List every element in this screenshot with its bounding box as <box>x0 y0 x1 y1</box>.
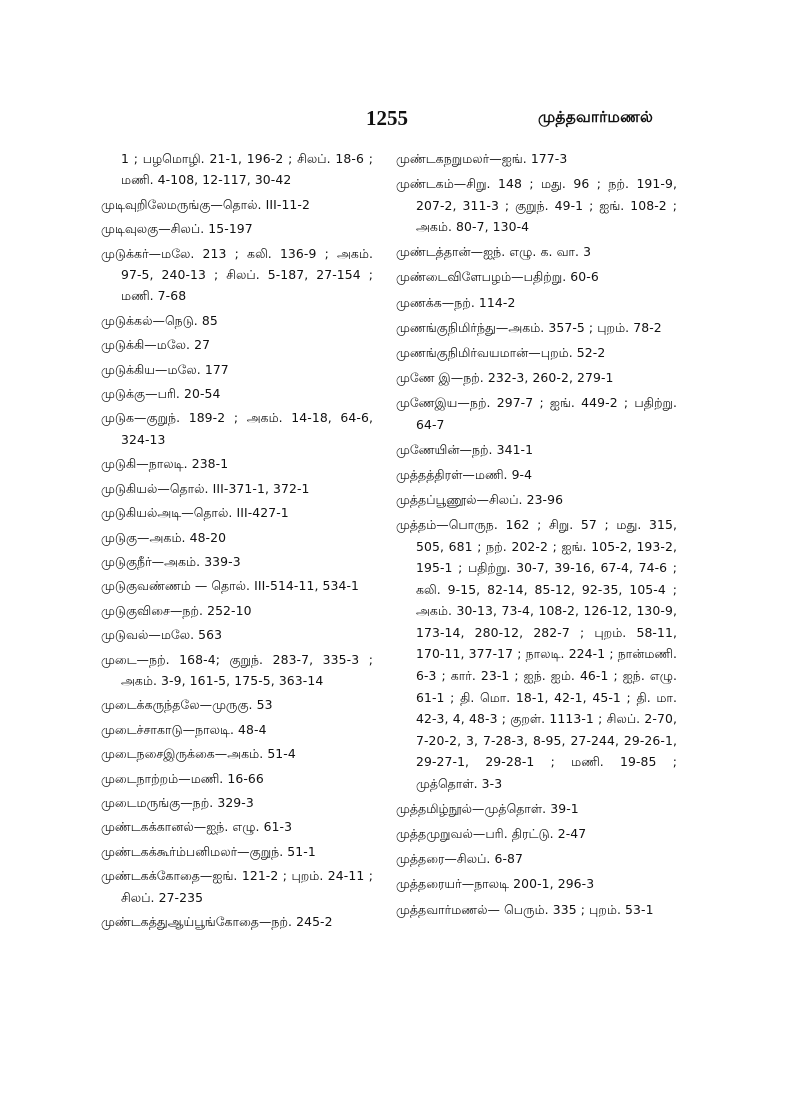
index-entry: முடைக்கருந்தலே—முருகு. 53 <box>101 697 273 713</box>
index-entry: முடுகியல்—தொல். III-371-1, 372-1 <box>101 480 310 496</box>
index-entry: முடிவுலகு—சிலப். 15-197 <box>101 221 253 237</box>
left-column <box>101 148 373 935</box>
index-entry: முணக்க—நற். 114-2 <box>396 294 516 310</box>
index-entry: முடுகுவண்ணம் — தொல். III-514-11, 534-1 <box>101 578 360 594</box>
index-entry: முத்தமிழ்நூல்—முத்தொள். 39-1 <box>396 801 579 817</box>
index-entry: முணங்குநிமிர்ந்து—அகம். 357-5 ; புறம். 78-2 <box>396 319 662 335</box>
index-entry: முடுவல்—மலே. 563 <box>101 627 223 643</box>
index-entry: முண்டகக்கூர்ம்பனிமலர்—குறுந். 51-1 <box>101 843 316 859</box>
index-entry: முண்டகநறுமலர்—ஐங். 177-3 <box>396 151 568 166</box>
index-entry: முடுக்கல்—நெடு. 85 <box>101 312 218 328</box>
index-entry: முடைநசைஇருக்கை—அகம். 51-4 <box>101 746 296 762</box>
index-entry: முடுகு—அகம். 48-20 <box>101 529 227 545</box>
index-entry: முண்டகம்—சிறு. 148 ; மது. 96 ; நற். 191-9, 207-2, 311-3 ; குறுந். 49-1 ; ஐங். 108-2 ; அகம். 80-7, 130-4 <box>396 176 677 235</box>
index-entry: முடுகி—நாலடி. 238-1 <box>101 456 229 472</box>
index-entry: முடைநாற்றம்—மணி. 16-66 <box>101 770 264 786</box>
index-entry: முடுகுவிசை—நற். 252-10 <box>101 602 252 618</box>
index-entry: முண்டகத்துஆய்பூங்கோதை—நற். 245-2 <box>101 914 333 929</box>
index-entry: முணேஇய—நற். 297-7 ; ஐங். 449-2 ; பதிற்று. 64-7 <box>396 394 677 432</box>
index-entry: முத்தரையர்—நாலடி 200-1, 296-3 <box>396 876 595 892</box>
index-entry: முடைமருங்கு—நற். 329-3 <box>101 794 254 810</box>
index-entry: முடுக்கர்—மலே. 213 ; கலி. 136-9 ; அகம். 97-5, 240-13 ; சிலப். 5-187, 27-154 ; மணி. 7-68 <box>101 245 373 304</box>
index-entry: முத்தரை—சிலப். 6-87 <box>396 851 524 867</box>
index-entry: முத்தமுறுவல்—பரி. திரட்டு. 2-47 <box>396 826 587 842</box>
index-entry: முடுகுநீர்—அகம். 339-3 <box>101 553 241 569</box>
index-entry: முடுக்கு—பரி. 20-54 <box>101 386 221 402</box>
index-entry: முடுக்கி—மலே. 27 <box>101 337 211 353</box>
index-entry: முணங்குநிமிர்வயமான்—புறம். 52-2 <box>396 344 606 360</box>
index-entry: முண்டகக்கானல்—ஐந். எழு. 61-3 <box>101 819 293 835</box>
index-entry: முண்டைவிளேபழம்—பதிற்று. 60-6 <box>396 269 599 285</box>
index-entry: முடுக்கிய—மலே. 177 <box>101 361 229 377</box>
index-entry: முத்தவார்மணல்— பெரும். 335 ; புறம். 53-1 <box>396 901 654 917</box>
index-entry: முடிவுறிலேமருங்கு—தொல். III-11-2 <box>101 196 310 212</box>
index-entry: முத்தம்—பொருந. 162 ; சிறு. 57 ; மது. 315, 505, 681 ; நற். 202-2 ; ஐங். 105-2, 193-2, 195-1 ; பதிற்று. 30-7, 39-16, 67-4, 74-6 ; கலி. 9-15, 82-14, 85-12, 92-35, 105-4 ; அகம். 30-13, 73-4, 108-2, 126-12, 130-9, 173-14, 280-12, 282-7 ; புறம். 58-11, 170-11, 377-17 ; நாலடி. 224-1 ; நான்மணி. 6-3 ; கார். 23-1 ; ஐந். ஐம். 46-1 ; ஐந். எழு. 61-1 ; தி. மொ. 18-1, 42-1, 45-1 ; தி. மா. 42-3, 4, 48-3 ; குறள். 1113-1 ; சிலப். 2-70, 7-20-2, 3, 7-28-3, 8-95, 27-244, 29-26-1, 29-27-1, 29-28-1 ; மணி. 19-85 ; முத்தொள். 3-3 <box>396 516 677 792</box>
index-entry: முண்டகக்கோதை—ஐங். 121-2 ; புறம். 24-11 ; சிலப். 27-235 <box>101 868 373 905</box>
index-entry: முணே இ—நற். 232-3, 260-2, 279-1 <box>396 369 614 385</box>
running-head: முத்தவார்மணல் <box>538 108 654 126</box>
index-entry: முடுக—குறுந். 189-2 ; அகம். 14-18, 64-6, 324-13 <box>101 410 373 447</box>
index-entry: முணேயின்—நற். 341-1 <box>396 441 534 457</box>
index-entry: முடை—நற். 168-4; குறுந். 283-7, 335-3 ; அகம். 3-9, 161-5, 175-5, 363-14 <box>101 651 373 688</box>
index-entry: முடுகியல்அடி—தொல். III-427-1 <box>101 505 289 521</box>
index-entry: 1 ; பழமொழி. 21-1, 196-2 ; சிலப். 18-6 ; மணி. 4-108, 12-117, 30-42 <box>121 151 373 188</box>
index-entry: முண்டத்தான்—ஐந். எழு. க. வா. 3 <box>396 244 592 260</box>
index-entry: முத்தப்பூணூல்—சிலப். 23-96 <box>396 491 564 507</box>
index-entry: முடைச்சாகாடு—நாலடி. 48-4 <box>101 721 267 737</box>
index-entry: முத்தத்திரள்—மணி. 9-4 <box>396 466 533 482</box>
page-number: 1255 <box>366 106 408 130</box>
right-column <box>396 148 677 924</box>
